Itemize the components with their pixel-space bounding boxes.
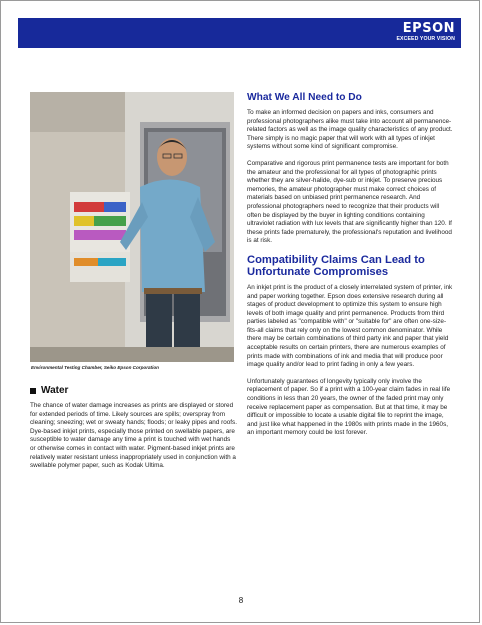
epson-logo: [397, 22, 456, 43]
heading-compatibility-claims: Compatibility Claims Can Lead to Unfortunate Compromises: [247, 253, 425, 279]
paragraph-guarantees: Unfortunately guarantees of longevity typically only involve the replacement of paper. So if a print with a 100-year claim fades in real life conditions in less than 20 years, the owner of the faded print may only receive replacement paper as compensation. But at that time, it may be difficult or impossible to locate a usable digital file to reprint the image, and just like what happened in the 1980s with prints made in the 1960s, an important memory could be lost forever.: [247, 377, 451, 437]
header-bar: [18, 18, 461, 48]
paragraph-comparative-tests: Comparative and rigorous print permanence tests are important for both the amateur and the professional for all types of photographic prints whether they are silver-halide, dye-sub or inkjet. To preserve precious memories, the amateur photographer must make correct choices of materials based on unbiased print permanence research. And professional photographers need to recognize that their products will often be displayed by the buyer in lighting conditions containing ultraviolet radiation with lux levels that are significantly higher than 120. If these prints fade prematurely, the professional's reputation and livelihood is at risk.: [247, 159, 452, 245]
water-paragraph: The chance of water damage increases as prints are displayed or stored for extended periods of time. Likely sources are spills; overspray from cleaning; sneezing; wet or sweaty hands; floods; or leaky pipes and roofs. Dye-based inkjet prints, especially those printed on swellable papers, are susceptible to water damage any time a print is touched with wet hands or otherwise comes in contact with water. Pigment-based inkjet prints are relatively water resistant unless inappropriately used in conjunction with a swellable polymer paper, such as Kodak Ultima.: [30, 402, 237, 470]
testing-chamber-photo: [30, 92, 234, 362]
page-number: 8: [238, 596, 244, 605]
water-heading: [30, 385, 68, 396]
right-column: [247, 92, 453, 446]
heading-what-we-all-need: What We All Need to Do: [247, 92, 362, 103]
paragraph-inkjet-system: An inkjet print is the product of a closely interrelated system of printer, ink and paper working together. Epson does extensive research during all stages of product development to optimize this system to ensure high levels of both image quality and print permanence. Products from third parties labeled as "compatible with" or "suitable for" are often one-size-fits-all claims that rely only on the lowest common denominator. While there may be certain combinations of third party ink and paper that yield acceptable results on certain printers, there are numerous examples of prints made with combinations of ink and media that will produce poor image quality and/or lead to print fading in only a few years.: [247, 283, 453, 369]
paragraph-informed-decision: To make an informed decision on papers and inks, consumers and professional photographers alike must take into account all permanence-related factors as well as the image quality characteristics of any product. There simply is no magic paper that will work with all types of inkjet systems without some kind of significant compromise.: [247, 109, 453, 151]
logo-wordmark: EPSON: [402, 21, 455, 36]
square-bullet-icon: [30, 388, 36, 394]
water-heading-text: Water: [41, 385, 69, 396]
logo-tagline: EXCEED YOUR VISION: [396, 36, 455, 42]
photo-caption: Environmental Testing Chamber, Seiko Epson Corporation: [31, 365, 159, 370]
